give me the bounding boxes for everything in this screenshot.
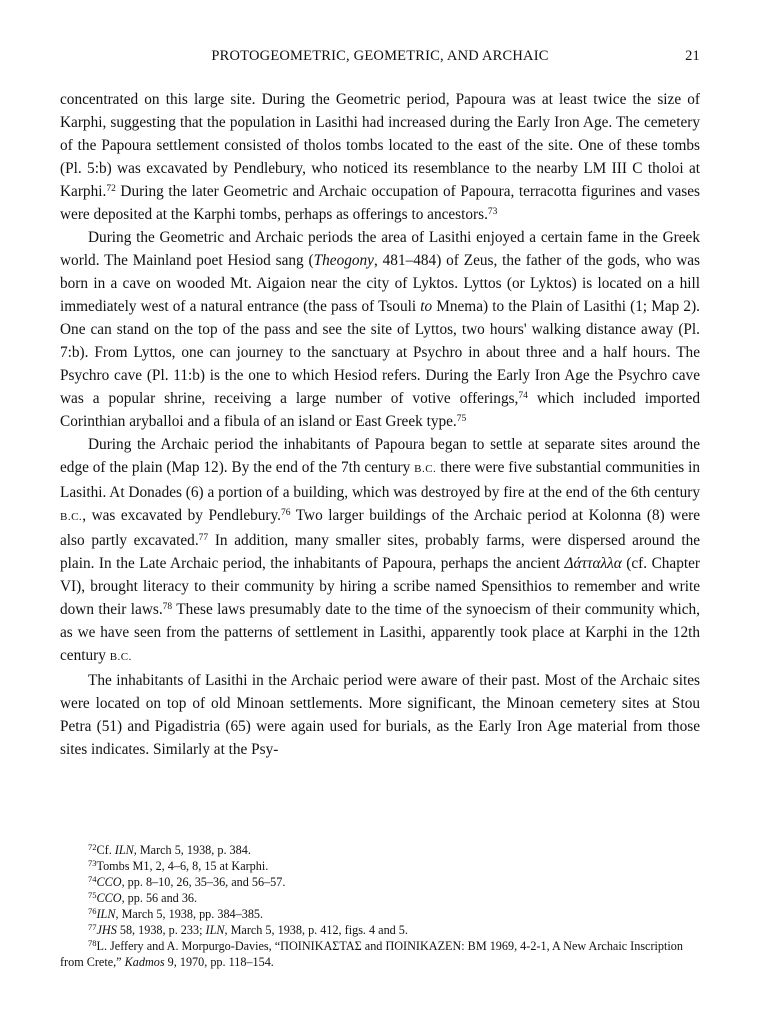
footnote-ref-78[interactable]: 78: [162, 602, 173, 612]
footnote-ref-73[interactable]: 73: [487, 207, 498, 217]
paragraph-1: [60, 88, 700, 226]
running-header: [60, 48, 700, 70]
text-run: there were five substantial communities in Lasithi. At Donades (6) a portion of a building, which was destroyed by fire at the end of the 6th century: [60, 459, 700, 501]
footnotes: [60, 842, 700, 970]
body-text: [60, 88, 700, 761]
running-title: PROTOGEOMETRIC, GEOMETRIC, AND ARCHAIC: [211, 48, 549, 64]
text-run: During the later Geometric and Archaic occupation of Papoura, terracotta figurines and vases were deposited at the Karphi tombs, perhaps as offerings to ancestors.: [60, 183, 700, 223]
footnote-number: 78: [88, 938, 97, 948]
footnote-number: 75: [88, 890, 97, 900]
footnote-italic: Kadmos: [124, 955, 165, 969]
text-run: During the Geometric and Archaic periods the area of Lasithi enjoyed a certain fame in the Greek world. The Mainland poet Hesiod sang (: [60, 229, 700, 269]
footnote-text: , March 5, 1938, pp. 384–385.: [115, 907, 264, 921]
footnote-text: 58, 1938, p. 233;: [116, 923, 206, 937]
footnote-text: , March 5, 1938, p. 412, figs. 4 and 5.: [224, 923, 408, 937]
footnote-75: [60, 890, 700, 906]
text-run: , 481–484) of Zeus, the father of the gods, who was born in a cave on wooded Mt. Aigaion near the city of Lyktos. Lyttos (or Lyktos) is located on a hill immediately west of a natural entrance (the pass of Tsouli: [60, 252, 700, 315]
footnote-ref-72[interactable]: 72: [106, 184, 116, 194]
text-run: which included imported Corinthian aryballoi and a fibula of an island or East Greek type.: [60, 390, 700, 430]
footnote-74: [60, 874, 700, 890]
italic-title: Theogony: [313, 252, 374, 269]
era-abbrev: B.C.: [414, 463, 437, 475]
footnote-italic: ILN: [114, 843, 134, 857]
footnote-78: [60, 938, 700, 970]
text-run: Mnema) to the Plain of Lasithi (1; Map 2). One can stand on the top of the pass and see the site of Lyttos, two hours' walking distance away (Pl. 7:b). From Lyttos, one can journey to the sanctuary at Psychro in about three and a half hours. The Psychro cave (Pl. 11:b) is the one to which Hesiod refers. During the Early Iron Age the Psychro cave was a popular shrine, receiving a large number of votive offerings,: [60, 298, 700, 407]
page-number: 21: [685, 48, 700, 64]
footnote-number: 73: [88, 858, 97, 868]
text-run: Two larger buildings of the Archaic period at Kolonna (8) were also partly excavated.: [60, 507, 700, 549]
text-run: , was excavated by Pendlebury.: [82, 507, 281, 524]
italic-word: to: [420, 298, 433, 315]
greek-word: Δάτταλλα: [564, 555, 622, 572]
footnote-77: [60, 922, 700, 938]
footnote-number: 77: [88, 922, 97, 932]
footnote-ref-76[interactable]: 76: [280, 508, 291, 518]
text-run: In addition, many smaller sites, probably farms, were dispersed around the plain. In the Late Archaic period, the inhabitants of Papoura, perhaps the ancient: [60, 532, 701, 572]
paragraph-2: [60, 226, 700, 433]
text-run: concentrated on this large site. During the Geometric period, Papoura was at least twice the size of Karphi, suggesting that the population in Lasithi had increased during the Early Iron Age. The cemetery of the Papoura settlement consisted of tholos tombs located to the east of the site. One of these tombs (Pl. 5:b) was excavated by Pendlebury, who noticed its resemblance to the nearby LM III C tholoi at Karphi.: [60, 91, 700, 200]
footnote-text: Tombs M1, 2, 4–6, 8, 15 at Karphi.: [96, 859, 269, 873]
footnote-text: L. Jeffery and A. Morpurgo-Davies, “ΠΟΙΝΙΚΑΣΤΑΣ and ΠΟΙΝΙΚΑΖΕΝ: BM 1969, 4-2-1, A New Archaic Inscription from Crete,”: [60, 939, 683, 969]
paragraph-3: [60, 433, 700, 669]
footnote-73: [60, 858, 700, 874]
footnote-italic: CCO: [96, 875, 122, 889]
footnote-text: , March 5, 1938, p. 384.: [133, 843, 251, 857]
paragraph-4: [60, 669, 700, 761]
footnote-text: , pp. 56 and 36.: [121, 891, 198, 905]
footnote-text: 9, 1970, pp. 118–154.: [164, 955, 274, 969]
era-abbrev: B.C.: [60, 511, 83, 523]
footnote-ref-77[interactable]: 77: [198, 533, 209, 543]
page: [60, 48, 700, 761]
text-run: The inhabitants of Lasithi in the Archaic period were aware of their past. Most of the Archaic sites were located on top of old Minoan settlements. More significant, the Minoan cemetery sites at Stou Petra (51) and Pigadistria (65) were again used for burials, as the Early Iron Age material from those sites indicates. Similarly at the Psy-: [60, 672, 700, 758]
footnote-number: 76: [88, 906, 97, 916]
text-run: During the Archaic period the inhabitants of Papoura began to settle at separate sites around the edge of the plain (Map 12). By the end of the 7th century: [60, 436, 700, 476]
footnote-76: [60, 906, 700, 922]
text-run: These laws presumably date to the time of the synoecism of their community which, as we have seen from the patterns of settlement in Lasithi, apparently took place at Karphi in the 12th century: [60, 601, 700, 664]
footnote-italic: JHS: [96, 923, 117, 937]
footnote-number: 72: [88, 842, 97, 852]
footnote-italic: ILN: [96, 907, 116, 921]
text-run: (cf. Chapter VI), brought literacy to their community by hiring a scribe named Spensithios to remember and write down their laws.: [60, 555, 700, 618]
footnote-italic: ILN: [205, 923, 225, 937]
footnote-text: Cf.: [96, 843, 115, 857]
footnote-text: , pp. 8–10, 26, 35–36, and 56–57.: [121, 875, 286, 889]
era-abbrev: B.C.: [109, 651, 132, 663]
footnote-72: [60, 842, 700, 858]
footnote-ref-75[interactable]: 75: [456, 414, 467, 424]
footnote-italic: CCO: [96, 891, 122, 905]
footnote-ref-74[interactable]: 74: [518, 391, 528, 401]
footnote-number: 74: [88, 874, 97, 884]
